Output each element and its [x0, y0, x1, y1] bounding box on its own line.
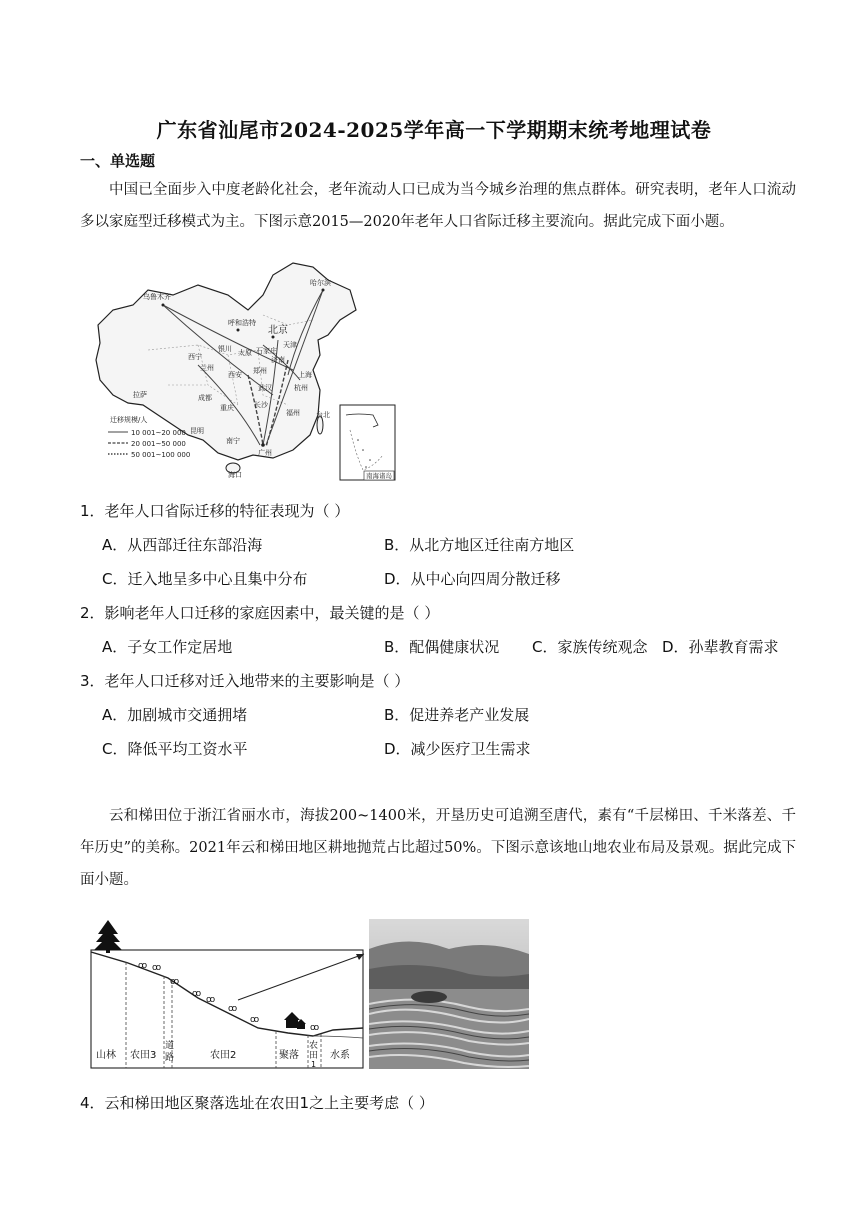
svg-text:长沙: 长沙	[254, 401, 268, 409]
svg-text:ꝏ: ꝏ	[228, 1004, 238, 1014]
q2-option-c: C．家族传统观念	[532, 638, 648, 656]
svg-text:南宁: 南宁	[226, 437, 240, 445]
legend-title: 迁移规模/人	[110, 416, 148, 424]
svg-text:ꝏ: ꝏ	[310, 1023, 320, 1033]
question-4-stem: 4．云和梯田地区聚落选址在农田1之上主要考虑（ ）	[80, 1094, 434, 1112]
svg-text:ꝏ: ꝏ	[138, 961, 148, 971]
question-2-stem: 2．影响老年人口迁移的家庭因素中，最关键的是（ ）	[80, 604, 440, 622]
zone-farmland-2: 农田2	[210, 1050, 237, 1061]
q3-option-d: D．减少医疗卫生需求	[384, 740, 531, 758]
q3-option-a: A．加剧城市交通拥堵	[102, 706, 248, 724]
q1-option-d: D．从中心向四周分散迁移	[384, 570, 561, 588]
svg-text:广州: 广州	[258, 449, 272, 457]
legend-item-3: 50 001~100 000	[131, 451, 191, 459]
svg-text:呼和浩特: 呼和浩特	[228, 319, 256, 327]
zone-farmland-1: 农	[309, 1041, 319, 1051]
svg-text:石家庄: 石家庄	[256, 347, 277, 355]
svg-text:福州: 福州	[286, 409, 300, 417]
svg-text:拉萨: 拉萨	[133, 391, 147, 399]
zone-road: 道	[165, 1041, 175, 1051]
svg-text:ꝏ: ꝏ	[206, 995, 216, 1005]
passage-2: 云和梯田位于浙江省丽水市，海拔200~1400米，开垦历史可追溯至唐代，素有“千层梯田、千米落差、千年历史”的美称。2021年云和梯田地区耕地抛荒占比超过50%。下图示意该地山地农业布局及景观。据此完成下面小题。	[80, 808, 796, 888]
terrace-photo	[369, 919, 529, 1069]
svg-text:ꝏ: ꝏ	[152, 963, 162, 973]
svg-text:昆明: 昆明	[190, 427, 204, 435]
svg-text:杭州: 杭州	[294, 384, 308, 392]
svg-text:天津: 天津	[283, 341, 297, 349]
svg-text:银川: 银川	[218, 345, 232, 353]
svg-text:海口: 海口	[228, 471, 242, 479]
svg-text:台北: 台北	[316, 411, 330, 419]
svg-text:哈尔滨: 哈尔滨	[310, 279, 331, 287]
q2-option-d: D．孙辈教育需求	[662, 638, 779, 656]
svg-text:济南: 济南	[271, 356, 285, 364]
svg-text:1: 1	[311, 1060, 317, 1069]
question-3-stem: 3．老年人口迁移对迁入地带来的主要影响是（ ）	[80, 672, 410, 690]
svg-text:乌鲁木齐: 乌鲁木齐	[143, 293, 171, 301]
page-title: 广东省汕尾市2024-2025学年高一下学期期末统考地理试卷	[156, 118, 712, 142]
svg-text:成都: 成都	[198, 394, 212, 402]
svg-text:西安: 西安	[228, 371, 242, 379]
svg-text:兰州: 兰州	[200, 364, 214, 372]
passage-1: 中国已全面步入中度老龄化社会，老年流动人口已成为当今城乡治理的焦点群体。研究表明，老年人口流动多以家庭型迁移模式为主。下图示意2015—2020年老年人口省际迁移主要流向。据此完成下面小题。	[80, 182, 796, 230]
svg-text:ꝏ: ꝏ	[192, 989, 202, 999]
svg-text:ꝏ: ꝏ	[250, 1015, 260, 1025]
svg-text:北京: 北京	[268, 325, 288, 336]
svg-text:太原: 太原	[238, 349, 252, 357]
svg-text:田: 田	[309, 1051, 319, 1061]
svg-text:上海: 上海	[298, 371, 312, 379]
q3-option-c: C．降低平均工资水平	[102, 740, 248, 758]
q1-option-a: A．从西部迁往东部沿海	[102, 536, 263, 554]
q3-option-b: B．促进养老产业发展	[384, 706, 530, 724]
zone-shanlin: 山林	[96, 1050, 116, 1061]
zone-water: 水系	[330, 1050, 350, 1061]
svg-text:西宁: 西宁	[188, 353, 202, 361]
svg-text:郑州: 郑州	[253, 367, 267, 375]
question-1-stem: 1．老年人口省际迁移的特征表现为（ ）	[80, 502, 350, 520]
legend-item-1: 10 001~20 000	[131, 429, 186, 437]
section-heading: 一、单选题	[80, 152, 156, 170]
migration-map	[88, 255, 400, 485]
svg-text:重庆: 重庆	[220, 404, 234, 412]
inset-label: 南海诸岛	[366, 472, 392, 480]
q1-option-c: C．迁入地呈多中心且集中分布	[102, 570, 308, 588]
q2-option-a: A．子女工作定居地	[102, 638, 233, 656]
q2-option-b: B．配偶健康状况	[384, 638, 500, 656]
svg-text:ꝏ: ꝏ	[170, 977, 180, 987]
q1-option-b: B．从北方地区迁往南方地区	[384, 536, 575, 554]
svg-text:路: 路	[165, 1053, 175, 1063]
terrace-profile-diagram	[88, 918, 368, 1073]
zone-farmland-3: 农田3	[130, 1050, 157, 1061]
zone-settlement: 聚落	[279, 1050, 299, 1061]
legend-item-2: 20 001~50 000	[131, 440, 186, 448]
svg-text:武汉: 武汉	[258, 384, 272, 392]
